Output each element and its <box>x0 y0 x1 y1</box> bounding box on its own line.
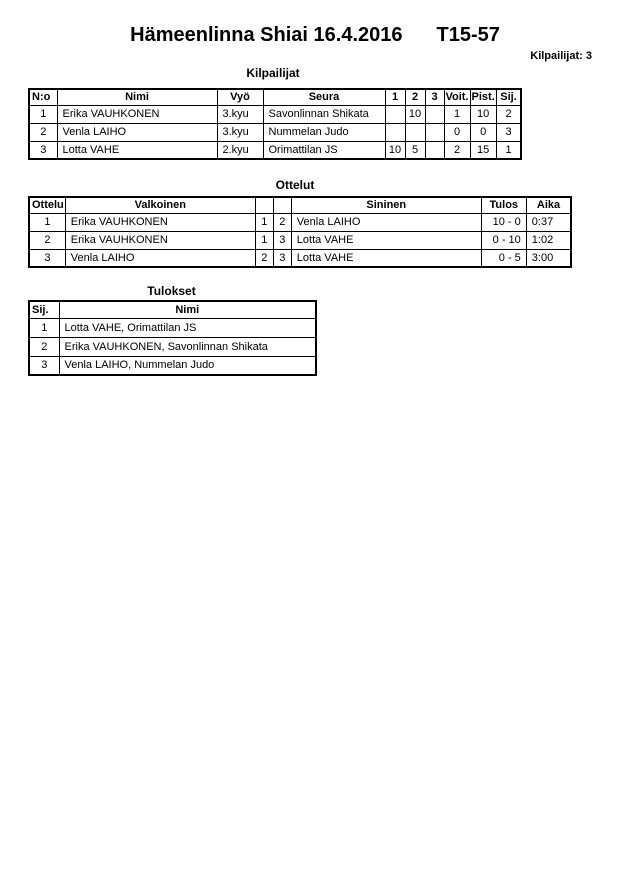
cell-score-3 <box>425 141 444 159</box>
cell-pist: 0 <box>470 123 496 141</box>
kilpailijat-heading: Kilpailijat <box>246 66 300 80</box>
table-row <box>29 105 521 123</box>
cell-valkoinen-no: 2 <box>255 249 273 267</box>
cell-tulos: 0 - 10 <box>481 231 526 249</box>
cell-valkoinen: Venla LAIHO <box>65 249 255 267</box>
cell-sij: 3 <box>496 123 521 141</box>
col-header-tulos: Tulos <box>481 197 526 213</box>
ottelut-table <box>28 196 572 268</box>
cell-ottelu: 3 <box>29 249 65 267</box>
cell-valkoinen: Erika VAUHKONEN <box>65 213 255 231</box>
cell-voit: 2 <box>444 141 470 159</box>
cell-valkoinen-no: 1 <box>255 213 273 231</box>
tulokset-header-row <box>29 301 316 318</box>
col-header-sininen: Sininen <box>291 197 481 213</box>
cell-seura: Nummelan Judo <box>263 123 385 141</box>
cell-score-2: 5 <box>405 141 425 159</box>
cell-vyo: 3.kyu <box>217 123 263 141</box>
page-title-main: Hämeenlinna Shiai 16.4.2016 <box>130 24 403 46</box>
cell-sininen-no: 3 <box>273 231 291 249</box>
col-header-pist: Pist. <box>470 89 496 105</box>
table-row <box>29 213 571 231</box>
col-header-2: 2 <box>405 89 425 105</box>
table-row <box>29 249 571 267</box>
table-row <box>29 356 316 375</box>
cell-seura: Savonlinnan Shikata <box>263 105 385 123</box>
cell-score-1 <box>385 105 405 123</box>
cell-sininen: Lotta VAHE <box>291 231 481 249</box>
cell-sij: 1 <box>29 318 59 337</box>
cell-tulos: 0 - 5 <box>481 249 526 267</box>
cell-nimi: Lotta VAHE <box>57 141 217 159</box>
cell-score-2: 10 <box>405 105 425 123</box>
cell-no: 3 <box>29 141 57 159</box>
col-header-sij: Sij. <box>29 301 59 318</box>
cell-score-2 <box>405 123 425 141</box>
cell-voit: 0 <box>444 123 470 141</box>
table-row <box>29 318 316 337</box>
cell-nimi: Lotta VAHE, Orimattilan JS <box>59 318 316 337</box>
cell-valkoinen-no: 1 <box>255 231 273 249</box>
cell-valkoinen: Erika VAUHKONEN <box>65 231 255 249</box>
col-header-sij: Sij. <box>496 89 521 105</box>
col-header-voit: Voit. <box>444 89 470 105</box>
col-header-no: N:o <box>29 89 57 105</box>
ottelut-header-row <box>29 197 571 213</box>
table-row <box>29 337 316 356</box>
cell-vyo: 2.kyu <box>217 141 263 159</box>
cell-sininen: Lotta VAHE <box>291 249 481 267</box>
cell-aika: 0:37 <box>526 213 571 231</box>
cell-sij: 1 <box>496 141 521 159</box>
cell-nimi: Erika VAUHKONEN <box>57 105 217 123</box>
cell-voit: 1 <box>444 105 470 123</box>
tulokset-heading: Tulokset <box>147 284 196 298</box>
col-header-valkoinen: Valkoinen <box>65 197 255 213</box>
cell-nimi: Venla LAIHO, Nummelan Judo <box>59 356 316 375</box>
cell-nimi: Venla LAIHO <box>57 123 217 141</box>
cell-sij: 2 <box>496 105 521 123</box>
col-header-ottelu: Ottelu <box>29 197 65 213</box>
col-header-sininen-no <box>273 197 291 213</box>
col-header-seura: Seura <box>263 89 385 105</box>
cell-score-1: 10 <box>385 141 405 159</box>
competitors-count-label: Kilpailijat: 3 <box>530 50 592 62</box>
col-header-aika: Aika <box>526 197 571 213</box>
table-row <box>29 141 521 159</box>
table-row <box>29 123 521 141</box>
cell-score-3 <box>425 105 444 123</box>
tulokset-table <box>28 300 317 376</box>
col-header-valkoinen-no <box>255 197 273 213</box>
cell-no: 1 <box>29 105 57 123</box>
kilpailijat-table <box>28 88 522 160</box>
cell-ottelu: 1 <box>29 213 65 231</box>
cell-sininen-no: 3 <box>273 249 291 267</box>
page-title-code: T15-57 <box>436 24 500 46</box>
kilpailijat-header-row <box>29 89 521 105</box>
cell-vyo: 3.kyu <box>217 105 263 123</box>
cell-tulos: 10 - 0 <box>481 213 526 231</box>
cell-seura: Orimattilan JS <box>263 141 385 159</box>
cell-sininen-no: 2 <box>273 213 291 231</box>
col-header-vyo: Vyö <box>217 89 263 105</box>
cell-pist: 15 <box>470 141 496 159</box>
cell-aika: 1:02 <box>526 231 571 249</box>
page-title <box>0 24 630 47</box>
cell-nimi: Erika VAUHKONEN, Savonlinnan Shikata <box>59 337 316 356</box>
cell-no: 2 <box>29 123 57 141</box>
col-header-1: 1 <box>385 89 405 105</box>
cell-sij: 2 <box>29 337 59 356</box>
cell-score-1 <box>385 123 405 141</box>
cell-aika: 3:00 <box>526 249 571 267</box>
cell-sij: 3 <box>29 356 59 375</box>
cell-score-3 <box>425 123 444 141</box>
table-row <box>29 231 571 249</box>
col-header-3: 3 <box>425 89 444 105</box>
cell-sininen: Venla LAIHO <box>291 213 481 231</box>
ottelut-heading: Ottelut <box>275 178 315 192</box>
cell-pist: 10 <box>470 105 496 123</box>
cell-ottelu: 2 <box>29 231 65 249</box>
col-header-nimi: Nimi <box>59 301 316 318</box>
col-header-nimi: Nimi <box>57 89 217 105</box>
